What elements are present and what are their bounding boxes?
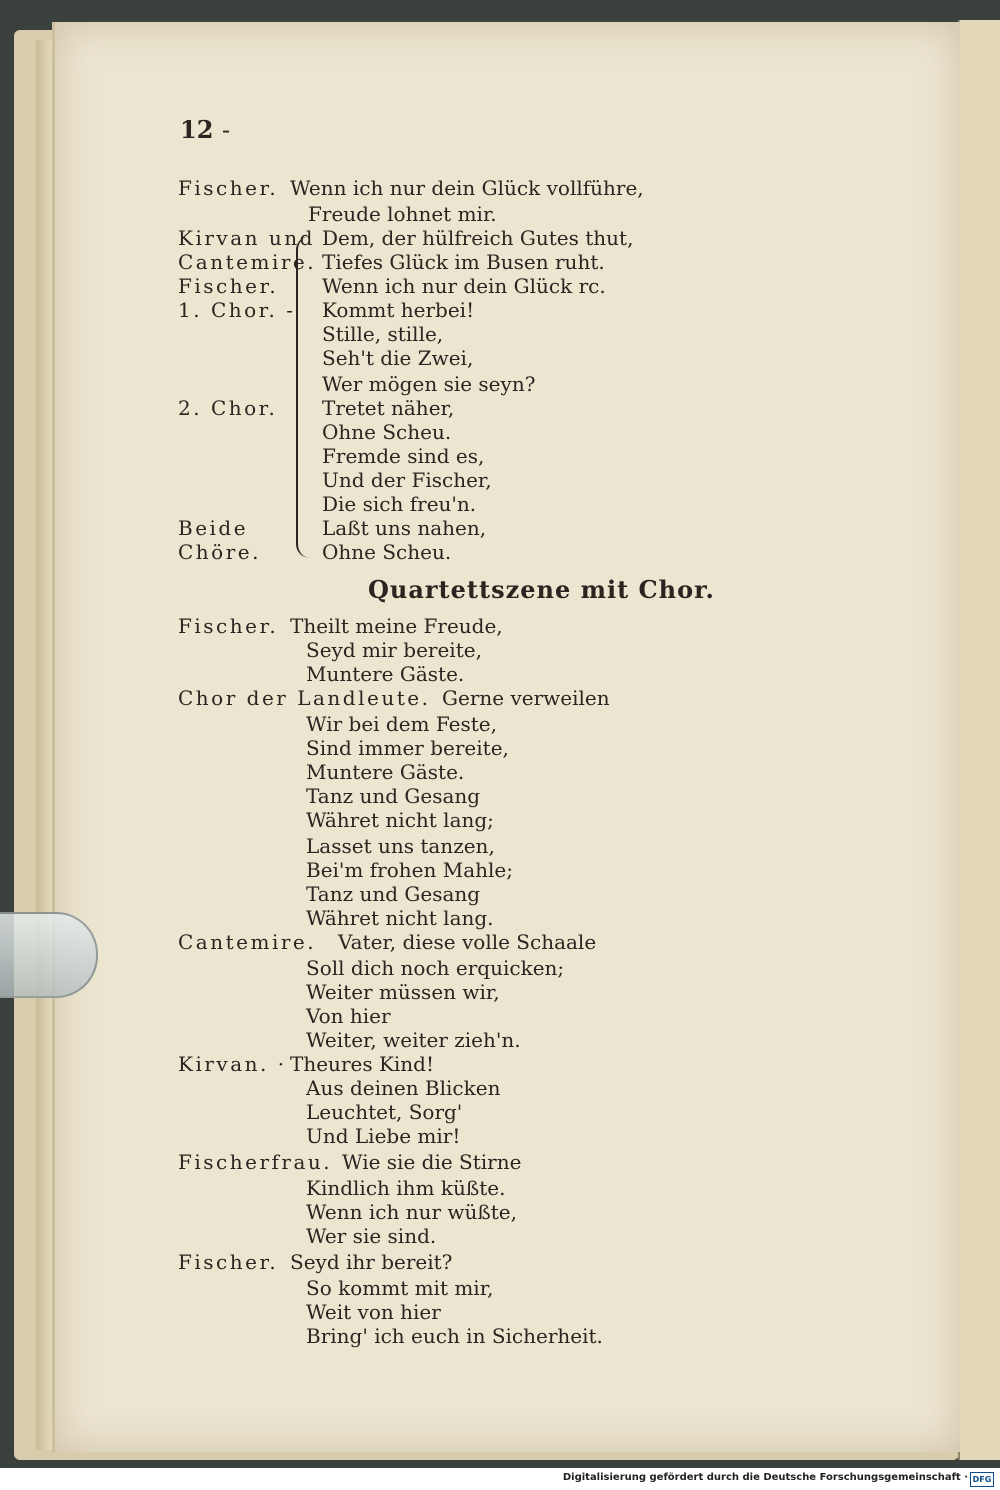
verse-line: Tanz und Gesang <box>306 784 481 808</box>
verse-line: Weit von hier <box>306 1300 441 1324</box>
speaker-label: 1. Chor. - <box>178 298 296 322</box>
speaker-label: 2. Chor. <box>178 396 278 420</box>
chorus-brace <box>296 236 320 558</box>
speaker-label: Kirvan und <box>178 226 315 250</box>
speaker-label: Chöre. <box>178 540 261 564</box>
verse-line: Wir bei dem Feste, <box>306 712 497 736</box>
verse-line: Fremde sind es, <box>322 444 485 468</box>
verse-line: Tretet näher, <box>322 396 455 420</box>
verse-line: Theilt meine Freude, <box>290 614 503 638</box>
speaker-label: Fischerfrau. <box>178 1150 333 1174</box>
verse-line: Bring' ich euch in Sicherheit. <box>306 1324 603 1348</box>
verse-line: Währet nicht lang. <box>306 906 494 930</box>
verse-line: Muntere Gäste. <box>306 760 465 784</box>
speaker-label: Beide <box>178 516 249 540</box>
verse-line: Und Liebe mir! <box>306 1124 461 1148</box>
page-number-dash: - <box>222 116 231 144</box>
verse-line: Weiter, weiter zieh'n. <box>306 1028 521 1052</box>
verse-line: Seyd mir bereite, <box>306 638 482 662</box>
verse-line: Seyd ihr bereit? <box>290 1250 453 1274</box>
verse-line: Kindlich ihm küßte. <box>306 1176 506 1200</box>
verse-line: Laßt uns nahen, <box>322 516 487 540</box>
page-clip <box>0 912 98 998</box>
next-page-edge <box>958 20 1000 1460</box>
verse-line: Aus deinen Blicken <box>306 1076 501 1100</box>
verse-line: Sind immer bereite, <box>306 736 509 760</box>
funding-notice: Digitalisierung gefördert durch die Deutsche Forschungsgemeinschaft · <box>562 1472 968 1483</box>
verse-line: Weiter müssen wir, <box>306 980 500 1004</box>
verse-line: Leuchtet, Sorg' <box>306 1100 463 1124</box>
speaker-label: Fischer. <box>178 1250 279 1274</box>
verse-line: Wer sie sind. <box>306 1224 437 1248</box>
speaker-label: Chor der Landleute. <box>178 686 431 710</box>
speaker-label: Fischer. <box>178 614 279 638</box>
footer-bar <box>0 1468 1000 1490</box>
verse-line: Kommt herbei! <box>322 298 475 322</box>
verse-line: Freude lohnet mir. <box>308 202 497 226</box>
verse-line: Bei'm frohen Mahle; <box>306 858 513 882</box>
verse-line: Theures Kind! <box>290 1052 435 1076</box>
speaker-label: Fischer. <box>178 176 279 200</box>
verse-line: Von hier <box>306 1004 391 1028</box>
section-heading: Quartettszene mit Chor. <box>368 575 715 604</box>
verse-line: Gerne verweilen <box>442 686 610 710</box>
verse-line: Dem, der hülfreich Gutes thut, <box>322 226 634 250</box>
page-number: 12 <box>180 115 214 144</box>
verse-line: Wer mögen sie seyn? <box>322 372 536 396</box>
verse-line: Ohne Scheu. <box>322 540 452 564</box>
verse-line: Tanz und Gesang <box>306 882 481 906</box>
speaker-label: Kirvan. · <box>178 1052 287 1076</box>
verse-line: Stille, stille, <box>322 322 444 346</box>
verse-line: Wenn ich nur dein Glück vollführe, <box>290 176 644 200</box>
verse-line: Lasset uns tanzen, <box>306 834 495 858</box>
verse-line: Wenn ich nur dein Glück rc. <box>322 274 606 298</box>
verse-line: Und der Fischer, <box>322 468 492 492</box>
verse-line: Wie sie die Stirne <box>342 1150 522 1174</box>
speaker-label: Cantemire. <box>178 930 317 954</box>
verse-line: Muntere Gäste. <box>306 662 465 686</box>
verse-line: So kommt mit mir, <box>306 1276 494 1300</box>
verse-line: Soll dich noch erquicken; <box>306 956 565 980</box>
verse-line: Vater, diese volle Schaale <box>338 930 597 954</box>
verse-line: Wenn ich nur wüßte, <box>306 1200 517 1224</box>
speaker-label: Fischer. <box>178 274 279 298</box>
verse-line: Ohne Scheu. <box>322 420 452 444</box>
verse-line: Die sich freu'n. <box>322 492 477 516</box>
dfg-logo: DFG <box>970 1472 994 1487</box>
verse-line: Seh't die Zwei, <box>322 346 474 370</box>
verse-line: Währet nicht lang; <box>306 808 494 832</box>
speaker-label: Cantemire. <box>178 250 317 274</box>
verse-line: Tiefes Glück im Busen ruht. <box>322 250 605 274</box>
